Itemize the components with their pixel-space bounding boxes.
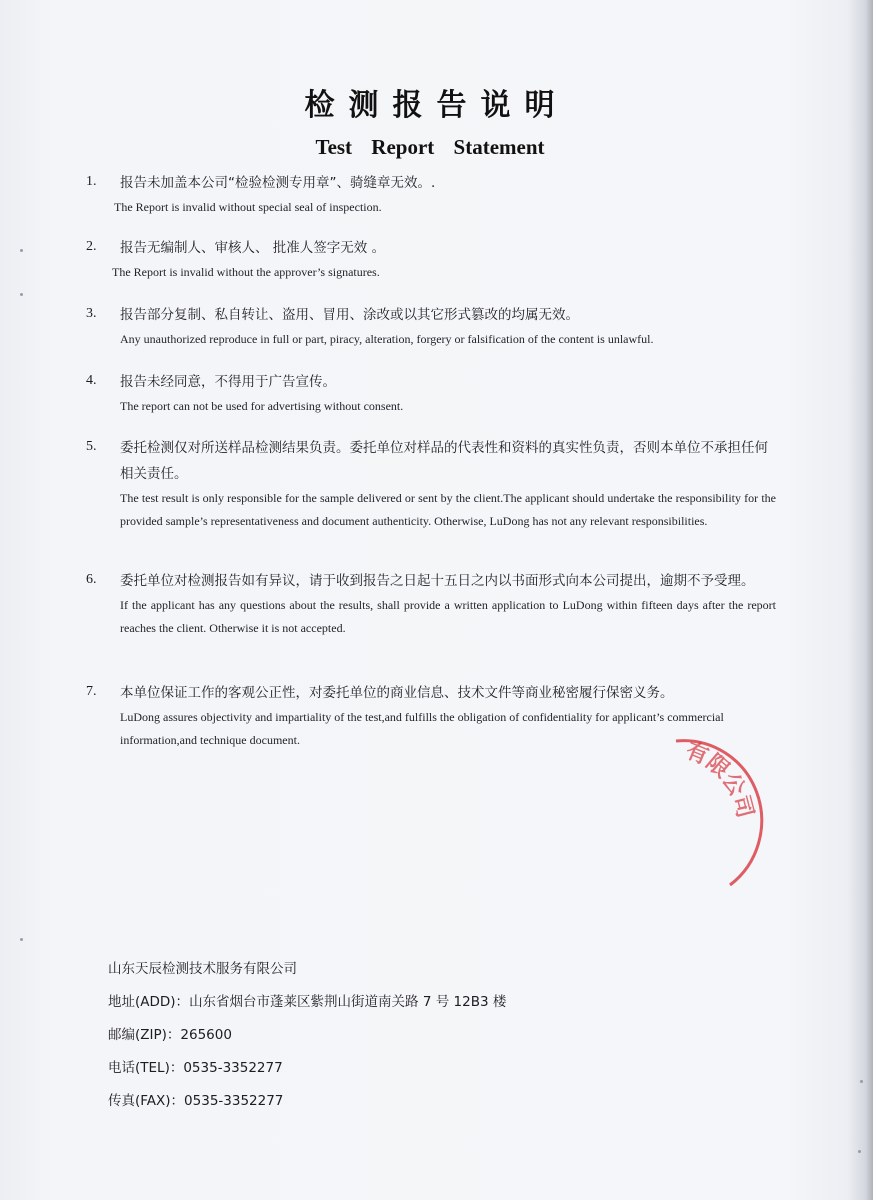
item-text-en: The test result is only responsible for the sample delivered or sent by the client.The applicant should undertake the responsibility for the provided sample’s representativeness and document authenticity. Otherwise, LuDong has not any relevant responsibilities. [120,491,776,528]
company-name: 山东天辰检测技术服务有限公司 [108,961,297,977]
paper-speck [20,938,23,941]
address-value: 山东省烟台市蓬莱区紫荆山街道南关路 7 号 12B3 楼 [189,994,507,1010]
paper-speck [20,249,23,252]
company-zip [108,1023,668,1043]
company-address [108,990,668,1010]
company-seal-stamp [650,735,780,895]
item-number: 5. [86,439,97,454]
zip-value: 265600 [180,1027,232,1043]
tel-value: 0535-3352277 [183,1060,283,1076]
address-label: 地址(ADD)： [108,994,190,1010]
item-text-en: The Report is invalid without special seal of inspection. [114,200,382,214]
fax-value: 0535-3352277 [184,1093,284,1109]
seal-text: 有限公司 [682,738,758,821]
zip-label: 邮编(ZIP)： [108,1027,181,1043]
item-text-cn: 报告部分复制、私自转让、盗用、冒用、涂改或以其它形式篡改的均属无效。 [120,307,579,323]
title-chinese: 检测报告说明 [304,88,569,123]
company-fax [108,1089,668,1109]
fax-label: 传真(FAX)： [108,1093,185,1109]
item-text-cn: 本单位保证工作的客观公正性，对委托单位的商业信息、技术文件等商业秘密履行保密义务。 [120,685,674,701]
statement-item-3 [86,302,786,351]
tel-label: 电话(TEL)： [108,1060,184,1076]
item-number: 4. [86,373,97,388]
statement-item-1 [86,170,786,219]
item-number: 6. [86,572,97,587]
item-text-cn: 报告未加盖本公司“检验检测专用章”、骑缝章无效。. [120,175,436,191]
item-text-cn: 委托检测仅对所送样品检测结果负责。委托单位对样品的代表性和资料的真实性负责，否则本单位不承担任何相关责任。 [120,440,768,482]
item-text-cn: 委托单位对检测报告如有异议，请于收到报告之日起十五日之内以书面形式向本公司提出，逾期不予受理。 [120,573,755,589]
paper-speck [20,293,23,296]
item-number: 7. [86,684,97,699]
item-text-en: The Report is invalid without the approver’s signatures. [112,265,380,279]
page-edge-shadow [847,0,873,1200]
item-text-cn: 报告未经同意，不得用于广告宣传。 [120,374,336,390]
paper-speck [860,1080,863,1083]
paper-speck [858,1150,861,1153]
statement-item-6 [86,568,776,640]
item-text-cn: 报告无编制人、审核人、 批准人签字无效 。 [120,240,386,256]
item-text-en: Any unauthorized reproduce in full or part, piracy, alteration, forgery or falsification of the content is unlawful. [120,332,654,346]
item-text-en: If the applicant has any questions about the results, shall provide a written application to LuDong within fifteen days after the report reaches the client. Otherwise it is not accepted. [120,598,776,635]
item-number: 1. [86,174,97,189]
statement-item-5 [86,435,776,533]
item-text-en: The report can not be used for advertising without consent. [120,399,404,413]
item-text-en: LuDong assures objectivity and impartiality of the test,and fulfills the obligation of confidentiality for applicant’s commercial information,and technique document. [120,710,724,747]
statement-item-4 [86,369,786,418]
item-number: 3. [86,306,97,321]
title-english: Test Report Statement [315,135,545,159]
company-tel [108,1056,668,1076]
statement-item-2 [86,235,786,284]
item-number: 2. [86,239,97,254]
